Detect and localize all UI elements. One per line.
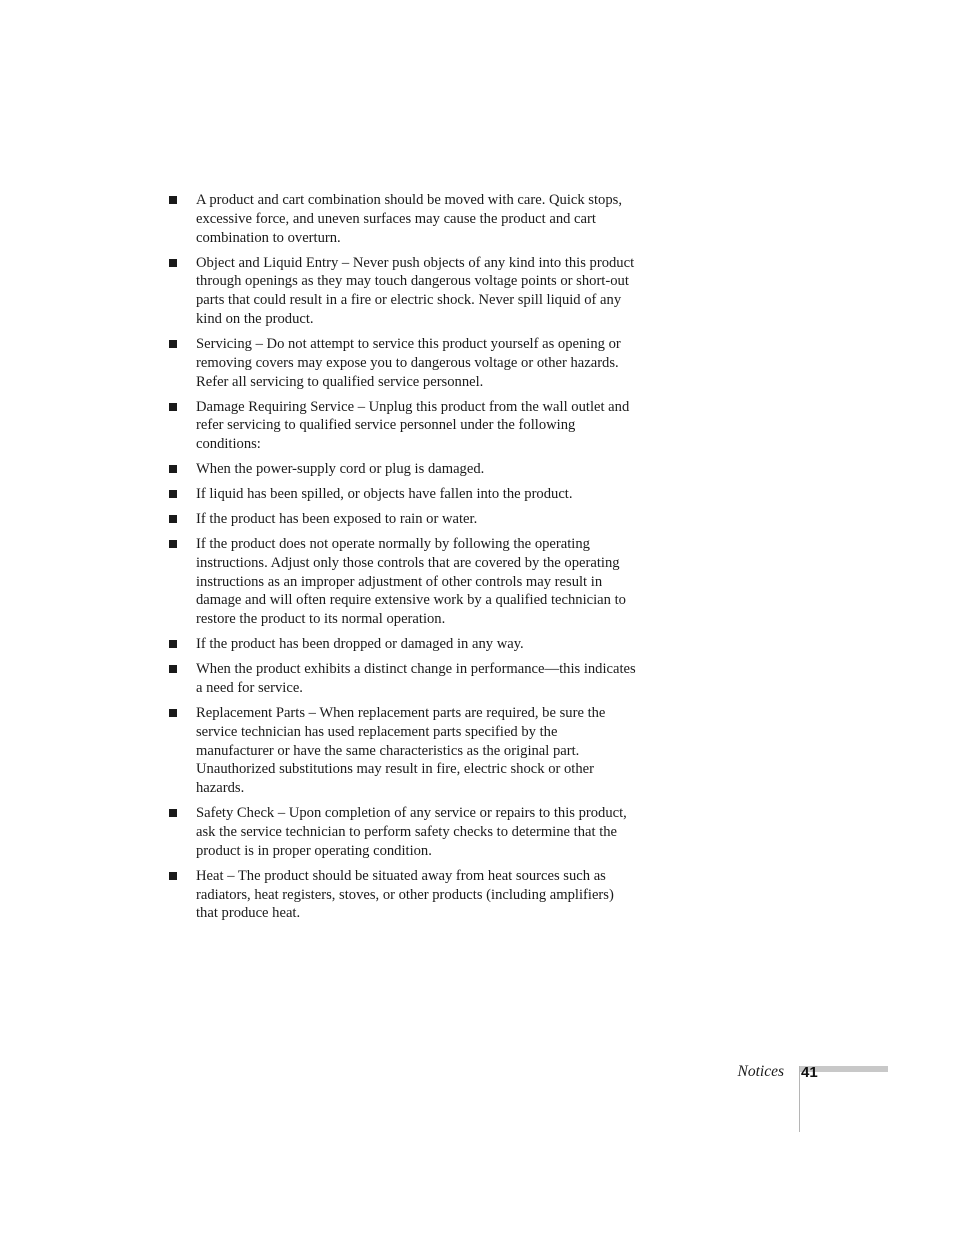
list-item-text: Damage Requiring Service – Unplug this product from the wall outlet and refer servicing to qualified service personnel under the following conditions: — [196, 398, 630, 453]
square-bullet-icon — [169, 340, 177, 348]
list-item-text: If liquid has been spilled, or objects have fallen into the product. — [196, 486, 573, 503]
list-item — [166, 867, 636, 923]
list-item — [166, 635, 636, 654]
list-item-text: If the product has been exposed to rain or water. — [196, 511, 478, 528]
list-item-text: Object and Liquid Entry – Never push objects of any kind into this product through openings as they may touch dangerous voltage points or short-out parts that could result in a fire or electric shock. Never spill liquid of any kind on the product. — [196, 254, 635, 327]
square-bullet-icon — [169, 872, 177, 880]
list-item-text: Replacement Parts – When replacement parts are required, be sure the service technician has used replacement parts specified by the manufacturer or have the same characteristics as the original part. Unauthorized substitutions may result in fire, electric shock or other hazards. — [196, 705, 606, 797]
page-number: 41 — [801, 1064, 818, 1081]
list-item-text: When the power-supply cord or plug is damaged. — [196, 461, 485, 478]
list-item — [166, 535, 636, 629]
list-item-text: Safety Check – Upon completion of any service or repairs to this product, ask the service technician to perform safety checks to determine that the product is in proper operating condition. — [196, 805, 627, 859]
page-content — [166, 191, 636, 929]
list-item — [166, 704, 636, 798]
square-bullet-icon — [169, 196, 177, 204]
list-item — [166, 804, 636, 860]
square-bullet-icon — [169, 709, 177, 717]
page-footer — [0, 1062, 954, 1132]
footer-section-title: Notices — [737, 1063, 784, 1080]
square-bullet-icon — [169, 809, 177, 817]
list-item — [166, 485, 636, 504]
list-item-text: When the product exhibits a distinct change in performance—this indicates a need for service. — [196, 661, 636, 697]
square-bullet-icon — [169, 540, 177, 548]
list-item — [166, 335, 636, 391]
square-bullet-icon — [169, 640, 177, 648]
list-item — [166, 510, 636, 529]
list-item-text: A product and cart combination should be moved with care. Quick stops, excessive force, and uneven surfaces may cause the product and cart combination to overturn. — [196, 192, 622, 246]
list-item-text: If the product does not operate normally by following the operating instructions. Adjust only those controls that are covered by the operating instructions as an improper adjustment of other controls may result in damage and will often require extensive work by a qualified technician to restore the product to its normal operation. — [196, 536, 626, 628]
list-item — [166, 460, 636, 479]
footer-rule — [799, 1066, 800, 1132]
square-bullet-icon — [169, 490, 177, 498]
square-bullet-icon — [169, 259, 177, 267]
list-item — [166, 191, 636, 247]
square-bullet-icon — [169, 665, 177, 673]
square-bullet-icon — [169, 465, 177, 473]
list-item — [166, 660, 636, 698]
list-item-text: If the product has been dropped or damaged in any way. — [196, 636, 524, 653]
list-item — [166, 254, 636, 329]
square-bullet-icon — [169, 403, 177, 411]
list-item — [166, 398, 636, 454]
square-bullet-icon — [169, 515, 177, 523]
list-item-text: Servicing – Do not attempt to service this product yourself as opening or removing covers may expose you to dangerous voltage or other hazards. Refer all servicing to qualified service personnel. — [196, 335, 621, 390]
safety-bullet-list — [166, 191, 636, 923]
list-item-text: Heat – The product should be situated away from heat sources such as radiators, heat registers, stoves, or other products (including amplifiers) that produce heat. — [196, 867, 614, 922]
